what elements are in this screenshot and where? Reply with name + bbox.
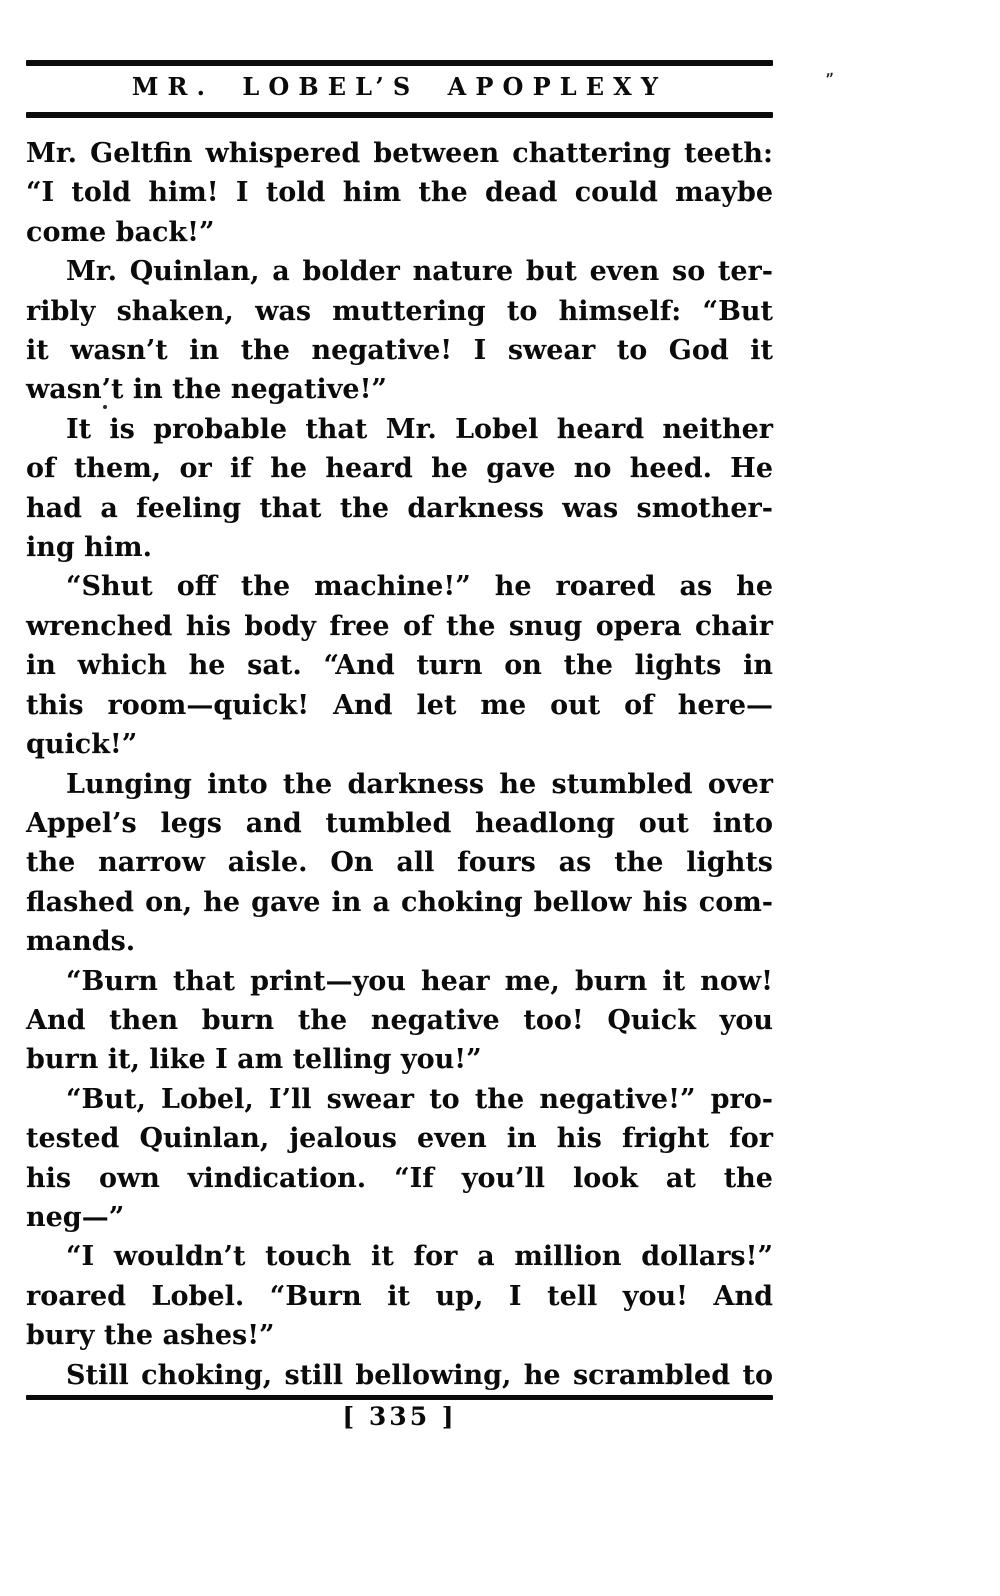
ink-speck [103,405,107,409]
text-line: “Shut off the machine!” he roared as he [66,571,773,603]
text-line: Mr. Geltfin whispered between chattering teeth: [26,138,773,169]
text-line: “Burn that print—you hear me, burn it now! [66,965,773,997]
text-line: quick!” [26,729,138,761]
text-line: this room—quick! And let me out of here— [26,689,773,721]
page-number: [ 335 ] [342,1402,457,1431]
text-line: burn it, like I am telling you!” [26,1044,482,1076]
text-line: come back!” [26,216,215,248]
footer-rule [26,1395,773,1400]
paragraph [26,134,773,252]
text-line: Appel’s legs and tumbled headlong out into [26,807,773,839]
text-line: bury the ashes!” [26,1320,275,1352]
text-line: Lunging into the darkness he stumbled over [66,768,773,800]
text-line: tested Quinlan, jealous even in his fright for [26,1123,773,1155]
text-line: wrenched his body free of the snug opera chair [26,610,773,642]
paragraph [26,962,773,1080]
ink-smudge: ” [824,69,836,89]
text-line: “But, Lobel, I’ll swear to the negative!” pro- [66,1083,773,1115]
paragraph [26,410,773,568]
paragraph [26,252,773,410]
text-line: mands. [26,926,136,958]
paragraph [26,567,773,764]
paragraph [26,765,773,962]
top-rule [26,60,773,66]
text-line: wasn’t in the negative!” [26,374,387,406]
text-line: “I wouldn’t touch it for a million dollars!” [66,1241,773,1273]
header-rule [26,112,773,118]
text-line: ing him. [26,532,153,564]
text-line: his own vindication. “If you’ll look at the [26,1162,773,1194]
text-line: Still choking, still bellowing, he scrambled to [66,1359,773,1391]
text-line: in which he sat. “And turn on the lights in [26,650,773,682]
text-line: flashed on, he gave in a choking bellow his com- [26,886,773,918]
paragraph [26,1080,773,1238]
text-line: the narrow aisle. On all fours as the lights [26,847,773,879]
text-line: of them, or if he heard he gave no heed. He [26,453,773,485]
text-line: And then burn the negative too! Quick you [26,1004,773,1036]
paragraph [26,1356,773,1395]
chapter-title: MR. LOBEL’S APOPLEXY [131,72,668,101]
body-text [26,134,773,1395]
text-line: “I told him! I told him the dead could maybe [26,177,773,209]
text-line: roared Lobel. “Burn it up, I tell you! And [26,1280,773,1312]
paragraph [26,1237,773,1355]
text-line: ribly shaken, was muttering to himself: “But [26,295,773,327]
text-line: it wasn’t in the negative! I swear to God it [26,335,773,367]
running-head [26,72,773,101]
text-line: had a feeling that the darkness was smother- [26,492,773,524]
text-line: neg—” [26,1201,125,1233]
text-line: It is probable that Mr. Lobel heard neither [66,413,773,445]
text-line: Mr. Quinlan, a bolder nature but even so ter- [66,256,773,288]
